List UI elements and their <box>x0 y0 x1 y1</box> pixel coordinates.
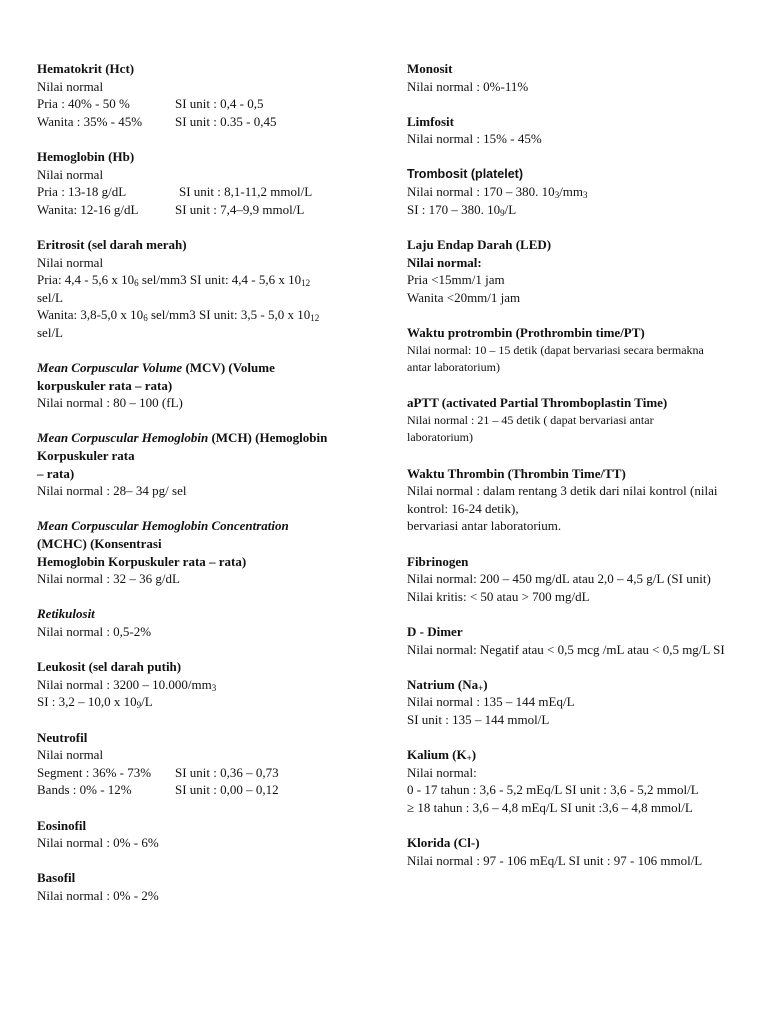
section-d-dimer <box>407 623 742 658</box>
text-fragment: /L <box>504 201 517 217</box>
text-line: SI unit : 135 – 144 mmol/L <box>407 711 550 727</box>
text-line <box>407 201 742 219</box>
section-title: Leukosit (sel darah putih) <box>37 659 182 675</box>
text-line: Nilai normal : 15% - 45% <box>407 131 542 147</box>
section-subtitle: Nilai normal: <box>407 254 482 270</box>
title-fragment: ) <box>471 747 477 763</box>
section-led <box>407 236 742 306</box>
section-title-cont: – rata) <box>37 465 75 481</box>
text-line <box>37 201 367 219</box>
text-paragraph: Nilai normal : 21 – 45 detik ( dapat bervariasi antar laboratorium) <box>407 412 654 445</box>
section-hemoglobin <box>37 148 367 218</box>
text-line <box>37 95 367 113</box>
title-italic: Retikulosit <box>37 606 95 622</box>
text-line: Nilai normal : 0%-11% <box>407 78 529 94</box>
subscript: 9 <box>500 207 505 218</box>
section-fibrinogen <box>407 553 742 606</box>
title-fragment: Kalium (K <box>407 747 467 763</box>
text-line: Wanita <20mm/1 jam <box>407 289 521 305</box>
title-italic: Mean Corpuscular Hemoglobin <box>37 430 209 446</box>
text-fragment: SI : 170 – 380. 10 <box>407 201 501 217</box>
section-retikulosit <box>37 605 367 640</box>
subscript: + <box>478 682 484 693</box>
subscript: + <box>466 753 472 764</box>
section-title: Waktu Thrombin (Thrombin Time/TT) <box>407 465 626 481</box>
section-title: Fibrinogen <box>407 553 469 569</box>
section-natrium <box>407 676 742 729</box>
section-mchc <box>37 517 367 587</box>
section-title <box>37 517 367 535</box>
section-eosinofil <box>37 817 367 852</box>
section-title-cont: Hemoglobin Korpuskuler rata – rata) <box>37 553 247 569</box>
text-line <box>37 113 367 131</box>
section-eritrosit <box>37 236 367 342</box>
text-fragment: /mm <box>559 184 584 200</box>
value-si: SI unit : 0,36 – 0,73 <box>175 764 279 780</box>
subscript: 9 <box>136 700 142 711</box>
section-title: Hematokrit (Hct) <box>37 61 135 76</box>
text-line: ≥ 18 tahun : 3,6 – 4,8 mEq/L SI unit :3,6 – 4,8 mmol/L <box>407 799 693 815</box>
title-fragment: (MCV) (Volume <box>182 360 275 376</box>
section-title <box>407 746 742 764</box>
text-line: Nilai normal <box>37 254 104 270</box>
text-line: Nilai normal : 135 – 144 mEq/L <box>407 694 575 710</box>
title-fragment: (MCH) (Hemoglobin <box>208 430 328 446</box>
right-column <box>407 60 742 887</box>
title-fragment: ) <box>483 676 488 692</box>
section-title: Eritrosit (sel darah merah) <box>37 236 187 252</box>
text-line <box>37 306 367 324</box>
text-line: Nilai normal: <box>407 764 477 780</box>
text-fragment: Nilai normal : 3200 – 10.000/mm <box>37 676 212 692</box>
subscript: 3 <box>583 190 588 201</box>
subscript: 12 <box>301 278 311 289</box>
section-title: Waktu protrombin (Prothrombin time/PT) <box>407 324 645 340</box>
section-title: Trombosit (platelet) <box>407 166 523 181</box>
text-line: Nilai normal <box>37 747 104 763</box>
title-italic: Mean Corpuscular Hemoglobin Concentration <box>37 518 289 534</box>
text-line <box>37 271 367 289</box>
text-line: Nilai normal : 28– 34 pg/ sel <box>37 483 187 499</box>
section-title-cont: (MCHC) (Konsentrasi <box>37 536 162 552</box>
section-title: Klorida (Cl-) <box>407 835 480 851</box>
text-line: Nilai normal : 32 – 36 g/dL <box>37 571 180 587</box>
text-line <box>37 781 367 799</box>
subscript: 6 <box>134 278 139 289</box>
text-fragment: Wanita: 3,8-5,0 x 10 <box>37 307 144 323</box>
section-title <box>37 359 367 377</box>
value-male: Pria : 13-18 g/dL <box>37 184 127 200</box>
section-leukosit <box>37 658 367 711</box>
section-title: Neutrofil <box>37 729 88 745</box>
value-si: SI unit : 0.35 - 0,45 <box>175 113 277 129</box>
section-monosit <box>407 60 742 95</box>
text-fragment: sel/mm3 SI unit: 4,4 - 5,6 x 10 <box>138 272 302 288</box>
section-title-cont: Korpuskuler rata <box>37 448 135 464</box>
text-paragraph: Nilai normal: 10 – 15 detik (dapat bervariasi secara bermakna antar laboratorium) <box>407 342 704 375</box>
text-fragment: SI : 3,2 – 10,0 x 10 <box>37 694 137 710</box>
text-line: 0 - 17 tahun : 3,6 - 5,2 mEq/L SI unit : 3,6 - 5,2 mmol/L <box>407 782 699 798</box>
text-line <box>37 693 367 711</box>
subscript: 3 <box>211 682 217 693</box>
text-line: Nilai normal <box>37 166 104 182</box>
value-male: Pria : 40% - 50 % <box>37 96 130 112</box>
text-line <box>37 676 367 694</box>
value-si: SI unit : 8,1-11,2 mmol/L <box>179 184 313 200</box>
text-line: Nilai normal : 0,5-2% <box>37 624 152 639</box>
text-line: Nilai normal : 80 – 100 (fL) <box>37 395 183 411</box>
text-line: sel/L <box>37 324 63 340</box>
text-line: Nilai normal : 0% - 2% <box>37 887 159 903</box>
section-title <box>37 605 367 623</box>
subscript: 6 <box>143 313 148 324</box>
text-fragment: sel/mm3 SI unit: 3,5 - 5,0 x 10 <box>147 307 311 323</box>
left-column <box>37 60 367 922</box>
value-si: SI unit : 7,4–9,9 mmol/L <box>175 201 305 217</box>
text-fragment: Pria: 4,4 - 5,6 x 10 <box>37 272 135 288</box>
title-italic: Mean Corpuscular Volume <box>37 360 183 376</box>
section-title: Monosit <box>407 61 453 76</box>
section-title: Hemoglobin (Hb) <box>37 148 135 164</box>
section-title <box>407 676 742 694</box>
text-line: Nilai normal <box>37 78 104 94</box>
section-klorida <box>407 834 742 869</box>
value-female: Wanita : 35% - 45% <box>37 113 143 129</box>
text-line: Nilai kritis: < 50 atau > 700 mg/dL <box>407 588 590 604</box>
text-line: sel/L <box>37 289 63 305</box>
value-segment: Segment : 36% - 73% <box>37 764 152 780</box>
text-line: Pria <15mm/1 jam <box>407 272 505 288</box>
section-tt <box>407 465 742 535</box>
section-title-cont: korpuskuler rata – rata) <box>37 377 173 393</box>
subscript: 3 <box>554 190 560 201</box>
section-limfosit <box>407 113 742 148</box>
section-mcv <box>37 359 367 412</box>
text-line <box>37 764 367 782</box>
section-neutrofil <box>37 729 367 799</box>
text-fragment: Nilai normal : 170 – 380. 10 <box>407 184 555 200</box>
text-line <box>407 183 742 201</box>
value-si: SI unit : 0,00 – 0,12 <box>175 782 279 798</box>
text-paragraph: Nilai normal: Negatif atau < 0,5 mcg /mL atau < 0,5 mg/L SI <box>407 641 725 657</box>
section-pt <box>407 324 742 377</box>
section-title: Eosinofil <box>37 817 87 833</box>
subscript: 12 <box>310 313 320 324</box>
text-line: bervariasi antar laboratorium. <box>407 518 562 534</box>
section-aptt <box>407 394 742 447</box>
value-bands: Bands : 0% - 12% <box>37 782 132 798</box>
section-trombosit <box>407 166 742 219</box>
section-title: Basofil <box>37 870 76 886</box>
text-paragraph: Nilai normal : dalam rentang 3 detik dari nilai kontrol (nilai kontrol: 16-24 detik), <box>407 483 718 516</box>
section-hematokrit <box>37 60 367 130</box>
title-fragment: Natrium (Na <box>407 676 479 692</box>
section-title: Limfosit <box>407 113 454 129</box>
text-line: Nilai normal : 97 - 106 mEq/L SI unit : 97 - 106 mmol/L <box>407 852 703 868</box>
section-title <box>37 429 367 447</box>
text-line: Nilai normal : 0% - 6% <box>37 835 159 851</box>
text-fragment: /L <box>141 694 153 710</box>
section-kalium <box>407 746 742 816</box>
section-title: aPTT (activated Partial Thromboplastin Time) <box>407 395 668 411</box>
section-title: Laju Endap Darah (LED) <box>407 236 552 252</box>
text-paragraph: Nilai normal: 200 – 450 mg/dL atau 2,0 – 4,5 g/L (SI unit) <box>407 571 711 587</box>
section-mch <box>37 429 367 499</box>
section-title: D - Dimer <box>407 624 463 639</box>
value-si: SI unit : 0,4 - 0,5 <box>175 96 264 112</box>
section-basofil <box>37 869 367 904</box>
value-female: Wanita: 12-16 g/dL <box>37 201 139 217</box>
text-line <box>37 183 367 201</box>
